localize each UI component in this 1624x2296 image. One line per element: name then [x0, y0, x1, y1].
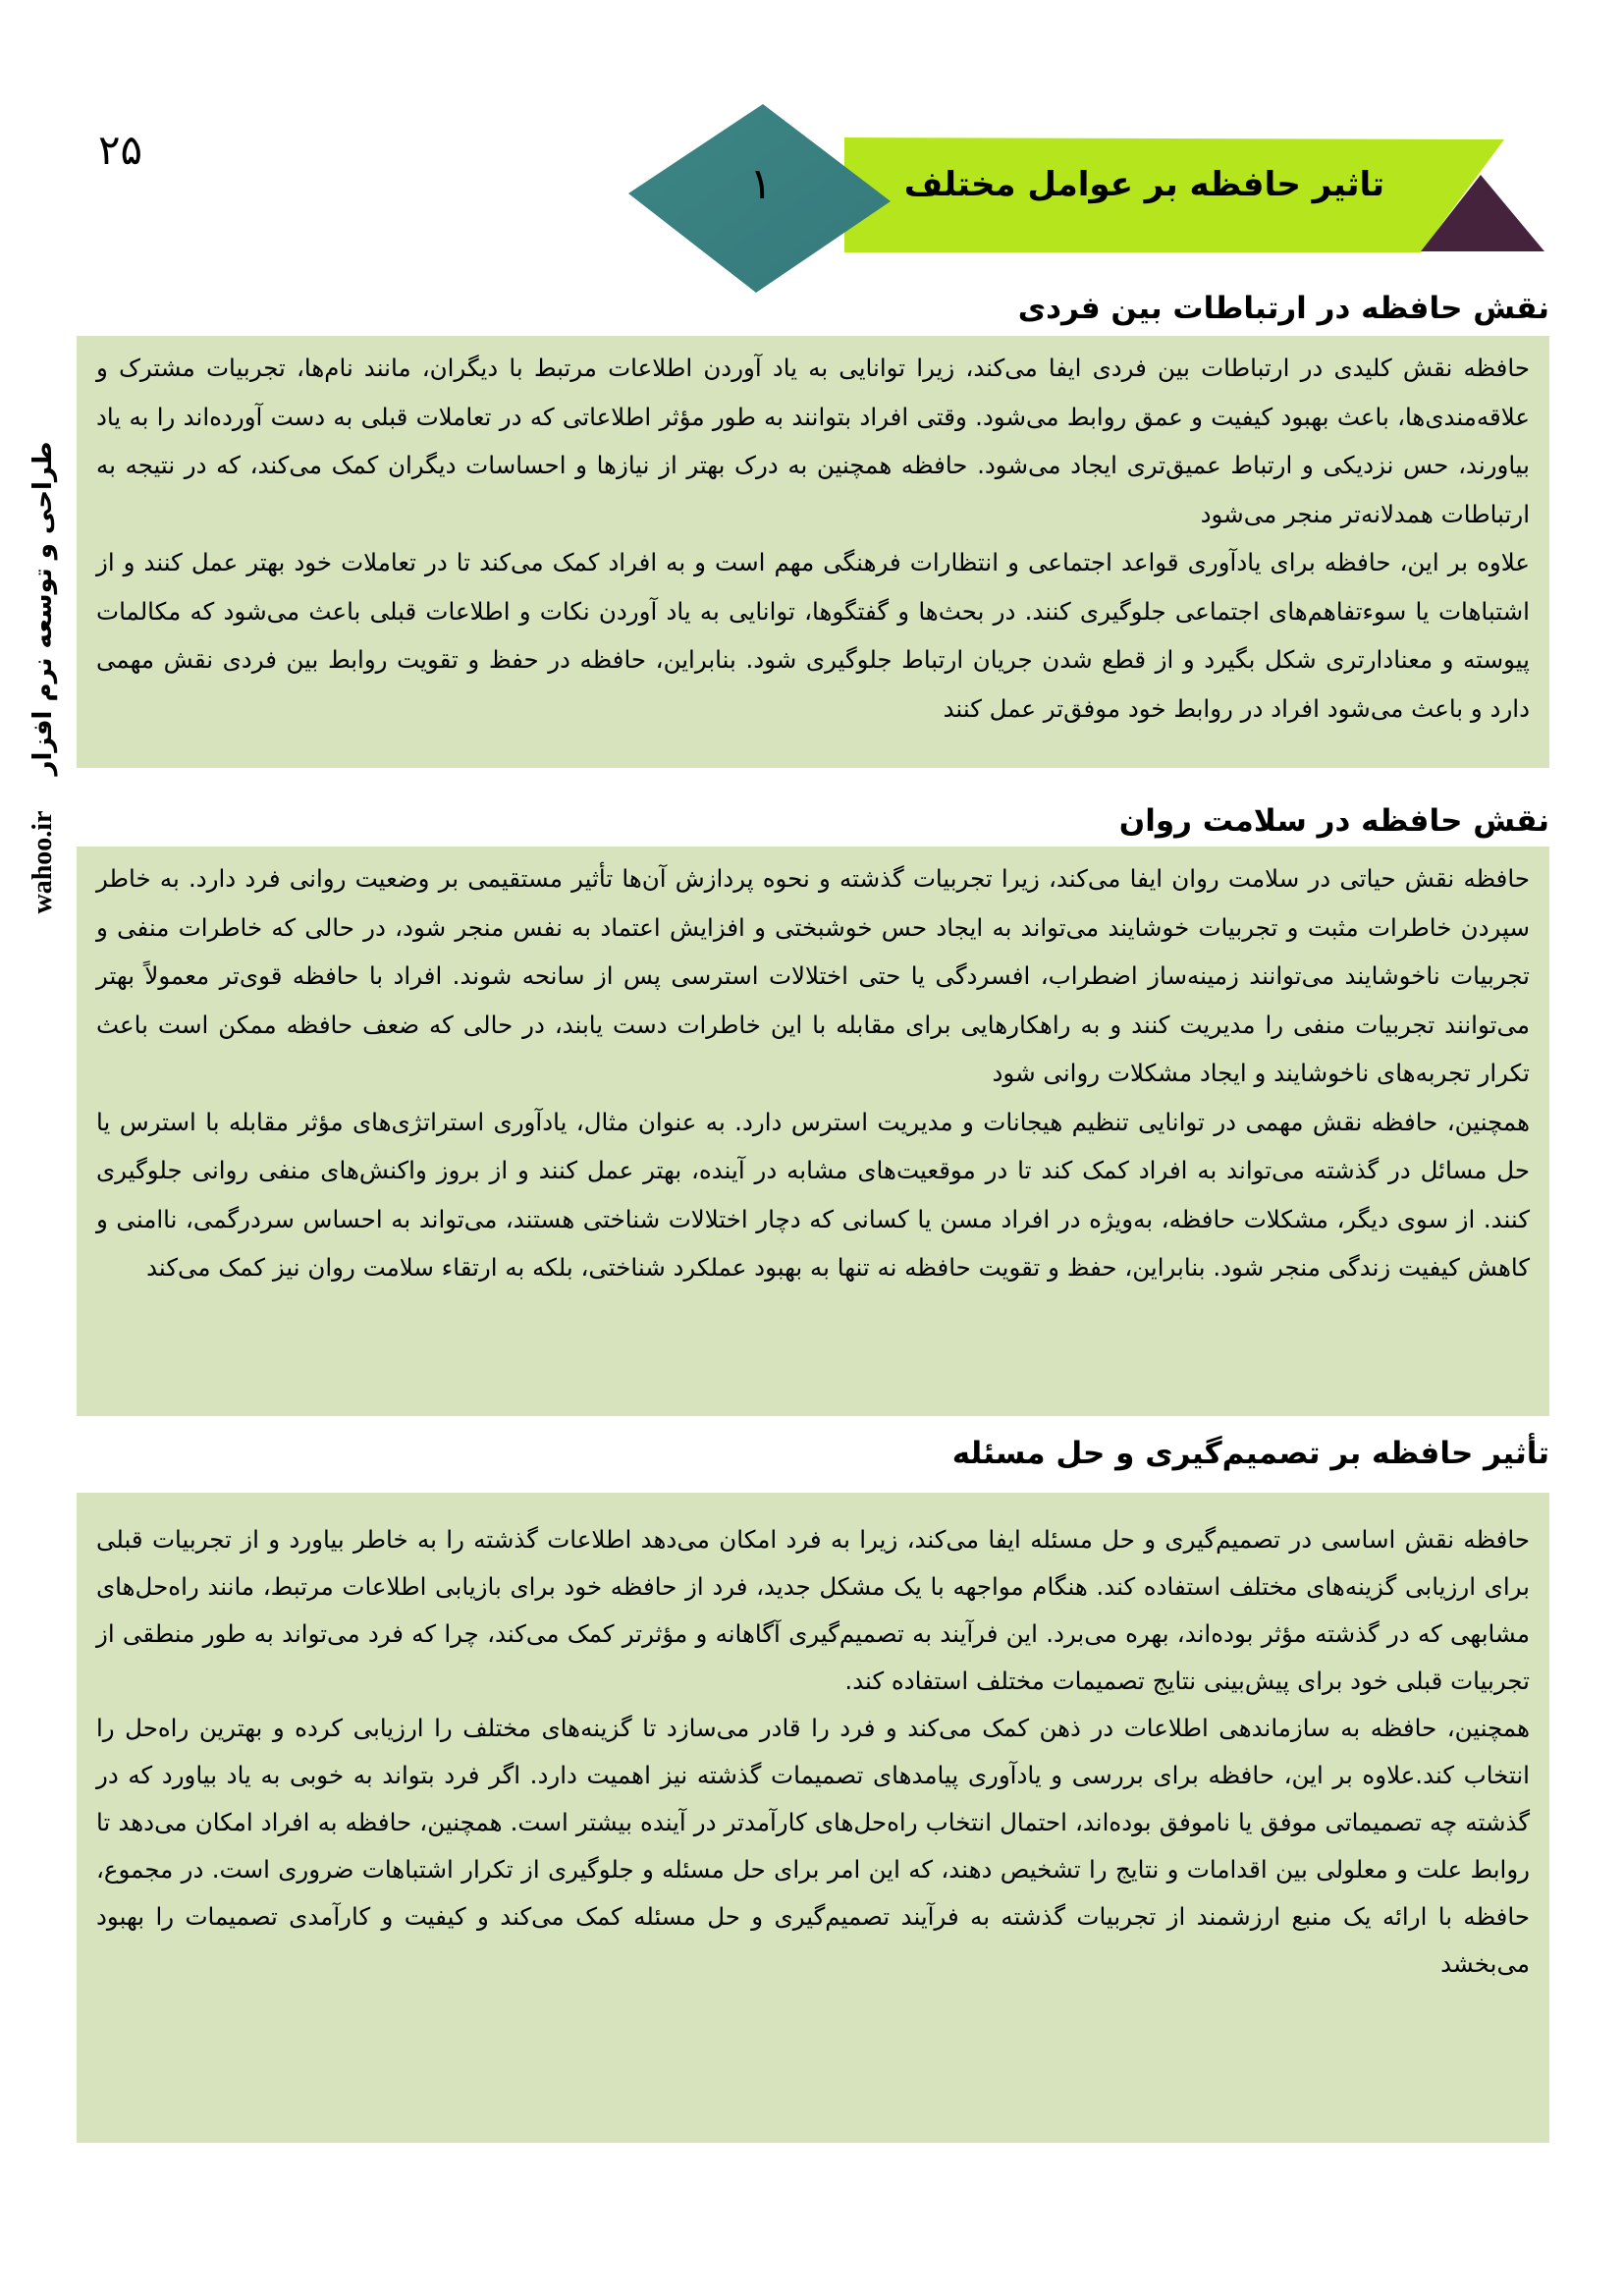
section-heading-decision-making: تأثیر حافظه بر تصمیم‌گیری و حل مسئله	[951, 1436, 1549, 1471]
paragraph: همچنین، حافظه به سازماندهی اطلاعات در ذهن کمک می‌کند و فرد را قادر می‌سازد تا گزینه‌های مختلف را ارزیابی کرده و بهترین راه‌حل را انتخاب کند.علاوه بر این، حافظه برای بررسی و یادآوری پیامدهای تصمیمات گذشته نیز اهمیت دارد. اگر فرد بتواند به خوبی به یاد بیاورد که در گذشته چه تصمیماتی موفق یا ناموفق بوده‌اند، احتمال انتخاب راه‌حل‌های کارآمدتر در آینده بیشتر است. همچنین، حافظه به افراد امکان می‌دهد تا روابط علت و معلولی بین اقدامات و نتایج را تشخیص دهند، که این امر برای حل مسئله و جلوگیری از تکرار اشتباهات ضروری است. در مجموع، حافظه با ارائه یک منبع ارزشمند از تجربیات گذشته به فرآیند تصمیم‌گیری و حل مسئله کمک می‌کند و کیفیت و کارآمدی تصمیمات را بهبود می‌بخشد	[96, 1714, 1530, 1978]
section-box-mental-health	[77, 847, 1549, 1416]
side-label-persian: طراحی و توسعه نرم افزار	[28, 441, 58, 776]
paragraph: حافظه نقش حیاتی در سلامت روان ایفا می‌کند، زیرا تجربیات گذشته و نحوه پردازش آن‌ها تأثیر مستقیمی بر وضعیت روانی فرد دارد. به خاطر سپردن خاطرات مثبت و تجربیات خوشایند می‌تواند به ایجاد حس خوشبختی و افزایش اعتماد به نفس منجر شود، در حالی که خاطرات منفی و تجربیات ناخوشایند می‌توانند زمینه‌ساز اضطراب، افسردگی یا حتی اختلالات استرسی پس از سانحه شوند. افراد با حافظه قوی‌تر معمولاً بهتر می‌توانند تجربیات منفی را مدیریت کنند و به راهکارهایی برای مقابله با این خاطرات دست یابند، در حالی که ضعف حافظه ممکن است باعث تکرار تجربه‌های ناخوشایند و ایجاد مشکلات روانی شود	[96, 864, 1530, 1087]
section-heading-interpersonal: نقش حافظه در ارتباطات بین فردی	[1017, 291, 1549, 326]
paragraph: حافظه نقش اساسی در تصمیم‌گیری و حل مسئله ایفا می‌کند، زیرا به فرد امکان می‌دهد اطلاعات گذشته را به خاطر بیاورد و از تجربیات قبلی برای ارزیابی گزینه‌های مختلف استفاده کند. هنگام مواجهه با یک مشکل جدید، فرد از حافظه خود برای بازیابی اطلاعات مرتبط، مانند راه‌حل‌های مشابهی که در گذشته مؤثر بوده‌اند، بهره می‌برد. این فرآیند به تصمیم‌گیری آگاهانه و مؤثرتر کمک می‌کند، چرا که فرد می‌تواند به طور منطقی از تجربیات قبلی خود برای پیش‌بینی نتایج تصمیمات مختلف استفاده کند.	[96, 1525, 1530, 1695]
page-number: ۲۵	[98, 126, 143, 174]
chapter-header-graphic	[0, 0, 1624, 314]
chapter-title: تاثیر حافظه بر عوامل مختلف	[903, 165, 1384, 204]
side-label	[14, 403, 73, 953]
section-box-interpersonal	[77, 336, 1549, 768]
chapter-number: ۱	[749, 159, 773, 209]
paragraph: همچنین، حافظه نقش مهمی در توانایی تنظیم هیجانات و مدیریت استرس دارد. به عنوان مثال، یادآوری استراتژی‌های مؤثر مقابله با استرس یا حل مسائل در گذشته می‌تواند به افراد کمک کند تا در موقعیت‌های مشابه در آینده، بهتر عمل کنند و از بروز واکنش‌های منفی روانی جلوگیری کنند. از سوی دیگر، مشکلات حافظه، به‌ویژه در افراد مسن یا کسانی که دچار اختلالات شناختی هستند، می‌تواند به احساس سردرگمی، ناامنی و کاهش کیفیت زندگی منجر شود. بنابراین، حفظ و تقویت حافظه نه تنها به بهبود عملکرد شناختی، بلکه به ارتقاء سلامت روان نیز کمک می‌کند	[96, 1107, 1530, 1282]
section-heading-mental-health: نقش حافظه در سلامت روان	[1118, 803, 1549, 839]
section-box-decision-making	[77, 1493, 1549, 2143]
paragraph: علاوه بر این، حافظه برای یادآوری قواعد اجتماعی و انتظارات فرهنگی مهم است و به افراد کمک می‌کند تا در تعاملات خود بهتر عمل کنند و از اشتباهات یا سوءتفاهم‌های اجتماعی جلوگیری کنند. در بحث‌ها و گفتگوها، توانایی به یاد آوردن نکات و اطلاعات قبلی باعث می‌شود که مکالمات پیوسته و معنادارتری شکل بگیرد و از قطع شدن جریان ارتباط جلوگیری شود. بنابراین، حافظه در حفظ و تقویت روابط بین فردی نقش مهمی دارد و باعث می‌شود افراد در روابط خود موفق‌تر عمل کنند	[96, 548, 1530, 723]
paragraph: حافظه نقش کلیدی در ارتباطات بین فردی ایفا می‌کند، زیرا توانایی به یاد آوردن اطلاعات مرتبط با دیگران، مانند نام‌ها، تجربیات مشترک و علاقه‌مندی‌ها، باعث بهبود کیفیت و عمق روابط می‌شود. وقتی افراد بتوانند به طور مؤثر اطلاعاتی که در تعاملات قبلی به دست آورده‌اند را به یاد بیاورند، حس نزدیکی و ارتباط عمیق‌تری ایجاد می‌شود. حافظه همچنین به درک بهتر از نیازها و احساسات دیگران کمک می‌کند، که در نتیجه به ارتباطات همدلانه‌تر منجر می‌شود	[96, 354, 1530, 528]
side-label-site: wahoo.ir	[27, 810, 58, 914]
